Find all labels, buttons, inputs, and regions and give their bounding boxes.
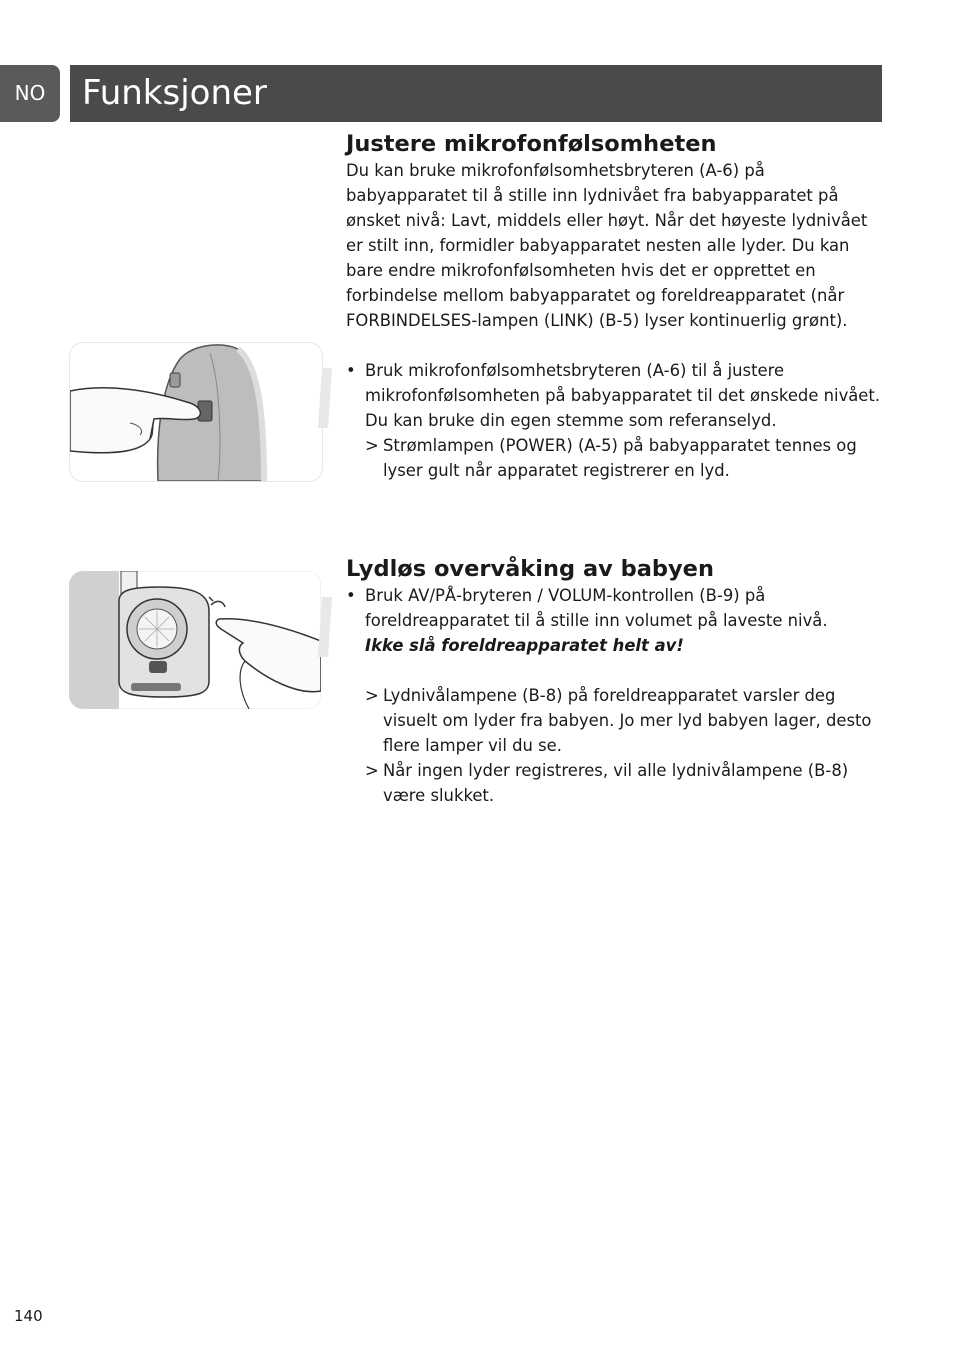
section-mic-sensitivity (346, 131, 886, 483)
section-heading: Justere mikrofonfølsomheten (346, 131, 717, 157)
result-item: > Strømlampen (POWER) (A-5) på babyapparatet tennes og lyser gult når apparatet registrerer en lyd. (346, 433, 886, 483)
title-bar (70, 65, 882, 122)
divider-slash-icon (318, 597, 332, 657)
section-heading: Lydløs overvåking av babyen (346, 556, 714, 582)
parent-unit-illustration (69, 571, 321, 709)
intro-paragraph: Du kan bruke mikrofonfølsomhetsbryteren (A-6) på babyapparatet til å stille inn lydnivået fra babyapparatet på ønsket nivå: Lavt, middels eller høyt. Når det høyeste lydnivået er stilt inn, formidler babyapparatet nesten alle lyder. Du kan bare endre mikrofonfølsomheten hvis det er opprettet en forbindelse mellom babyapparatet og foreldreapparatet (når FORBINDELSES-lampen (LINK) (B-5) lyser kontinuerlig grønt). (346, 161, 868, 330)
result-item: > Når ingen lyder registreres, vil alle lydnivålampene (B-8) være slukket. (346, 758, 886, 808)
instruction-bullet: • Bruk AV/PÅ-bryteren / VOLUM-kontrollen (B-9) på foreldreapparatet til å stille inn volumet på laveste nivå. (346, 583, 886, 633)
instruction-bullet: • Bruk mikrofonfølsomhetsbryteren (A-6) til å justere mikrofonfølsomheten på babyapparatet til det ønskede nivået. Du kan bruke din egen stemme som referanselyd. (346, 358, 886, 433)
page-title: Funksjoner (82, 73, 267, 113)
language-tab: NO (0, 65, 60, 122)
result-item: > Lydnivålampene (B-8) på foreldreapparatet varsler deg visuelt om lyder fra babyen. Jo mer lyd babyen lager, desto flere lamper vil du se. (346, 683, 886, 758)
warning-note: Ikke slå foreldreapparatet helt av! (365, 636, 684, 655)
baby-unit-illustration (69, 342, 323, 482)
page-number: 140 (14, 1307, 43, 1325)
section-silent-monitoring (346, 556, 886, 808)
divider-slash-icon (318, 368, 332, 428)
